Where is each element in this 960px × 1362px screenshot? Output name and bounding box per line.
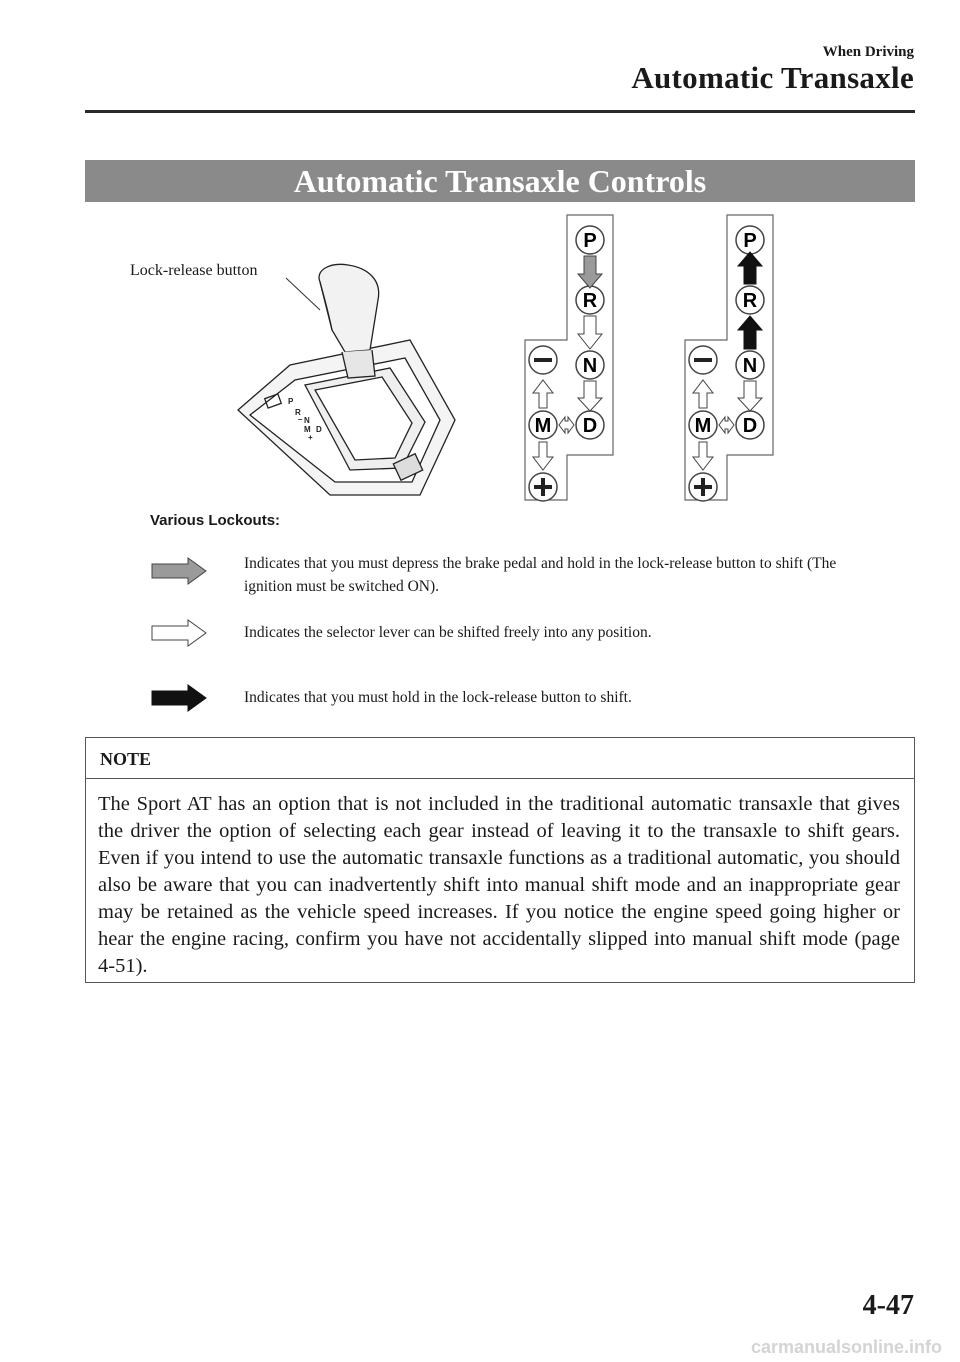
white-arrow-icon	[150, 618, 210, 648]
note-box	[85, 737, 915, 983]
shift-diagram	[120, 210, 800, 510]
lever-label-d: D	[316, 425, 322, 434]
shifter-illustration	[238, 264, 455, 495]
lock-release-callout: Lock-release button	[130, 262, 258, 279]
gate1-r: R	[582, 290, 598, 312]
shift-gate-2	[685, 215, 773, 501]
watermark: carmanualsonline.info	[750, 1337, 942, 1357]
gate2-n: N	[742, 355, 758, 377]
lockouts-title: Various Lockouts:	[150, 512, 281, 529]
header-rule	[85, 110, 915, 113]
lever-label-minus: –	[298, 415, 303, 424]
gate1-m: M	[534, 415, 552, 437]
lever-label-plus: +	[308, 433, 313, 442]
note-heading: NOTE	[86, 738, 914, 779]
gate1-p: P	[583, 230, 597, 252]
gate1-n: N	[582, 355, 598, 377]
gate2-r: R	[742, 290, 758, 312]
lockout-item-black	[150, 686, 850, 716]
gate2-m: M	[694, 415, 712, 437]
section-label: When Driving	[822, 44, 914, 60]
lever-label-m: M	[304, 425, 311, 434]
lockout-text-black: Indicates that you must hold in the lock-release button to shift.	[244, 689, 632, 706]
note-body: The Sport AT has an option that is not included in the traditional automatic transaxle that gives the driver the option of selecting each gear instead of leaving it to the transaxle to shift gears. Even if you intend to use the automatic transaxle functions as a traditional automatic, you should also be aware that you can inadvertently shift into manual shift mode and an inappropriate gear may be retained as the vehicle speed increases. If you notice the engine speed going higher or hear the engine racing, confirm you have not accidentally slipped into manual shift mode (page 4-51).	[98, 793, 900, 977]
lever-label-n: N	[304, 416, 310, 425]
gate2-p: P	[743, 230, 757, 252]
gate2-d: D	[742, 415, 758, 437]
lockout-text-gray: Indicates that you must depress the brake pedal and hold in the lock-release button to shift (The ignition must be switched ON).	[244, 555, 837, 595]
page-number: 4-47	[862, 1290, 914, 1321]
callout-leader	[286, 278, 320, 310]
lever-label-p: P	[288, 397, 294, 406]
black-arrow-icon	[150, 683, 210, 713]
section-banner: Automatic Transaxle Controls	[85, 160, 915, 202]
lockout-text-white: Indicates the selector lever can be shifted freely into any position.	[244, 624, 652, 641]
lockout-item-white	[150, 621, 850, 651]
page-title: Automatic Transaxle	[631, 60, 914, 95]
gray-arrow-icon	[150, 556, 210, 586]
gate1-d: D	[582, 415, 598, 437]
shift-gate-1	[525, 215, 613, 501]
lockout-item-gray	[150, 552, 850, 600]
lever-label-r: R	[295, 408, 301, 417]
